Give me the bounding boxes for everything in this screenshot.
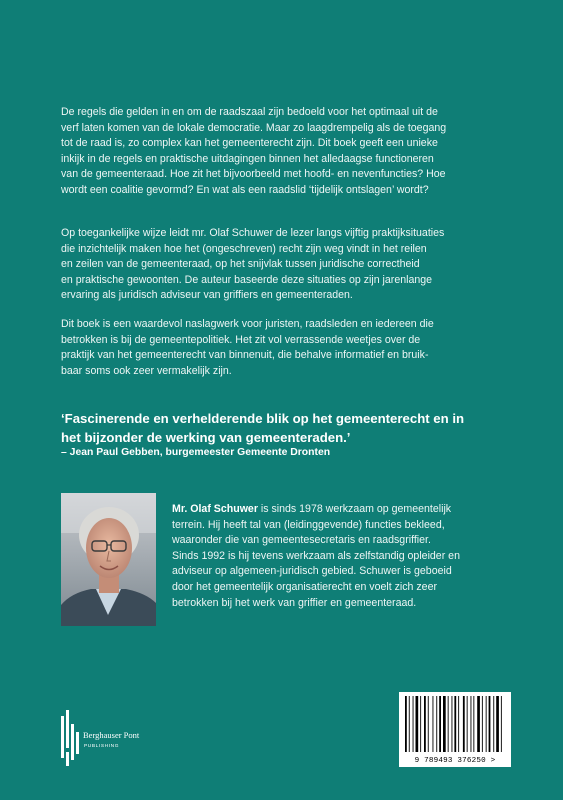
text-line: Dit boek is een waardevol naslagwerk voor juristen, raadsleden en iedereen die xyxy=(61,318,434,330)
blurb-paragraph-2 xyxy=(61,226,513,304)
text-line: betrokken is bij de gemeentepolitiek. Het zit vol verrassende weetjes over de xyxy=(61,333,421,346)
quote-line: het bijzonder de werking van gemeenteraden.’ xyxy=(61,430,351,445)
text-line: die inzichtelijk maken hoe het (ongeschreven) recht zijn weg vindt in het reilen xyxy=(61,242,427,255)
text-line: baar soms ook zeer vermakelijk zijn. xyxy=(61,364,232,377)
blurb-paragraph-1 xyxy=(61,105,513,199)
author-bio xyxy=(172,502,517,611)
text-line: van de gemeenteraad. Hoe zit het bijvoorbeeld met hoofd- en nevenfuncties? Hoe xyxy=(61,168,446,181)
text-line: terrein. Hij heeft tal van (leidinggevende) functies bekleed, xyxy=(172,518,445,531)
text-line: tot de raad is, zo complex kan het gemeenterecht zijn. Dit boek geeft een unieke xyxy=(61,137,438,150)
text-line: waaronder die van gemeentesecretaris en raadsgriffier. xyxy=(172,534,431,547)
text-line: De regels die gelden in en om de raadszaal zijn bedoeld voor het optimaal uit de xyxy=(61,106,438,118)
author-photo xyxy=(61,493,156,626)
text-line: en praktische gewoonten. De auteur baseerde deze situaties op zijn jarenlange xyxy=(61,273,433,286)
text-line: adviseur op algemeen-juridisch gebied. Schuwer is geboeid xyxy=(172,565,452,578)
review-quote xyxy=(61,409,521,447)
text-line: Op toegankelijke wijze leidt mr. Olaf Schuwer de lezer langs vijftig praktijksituaties xyxy=(61,227,445,239)
isbn-barcode xyxy=(399,692,511,767)
isbn-digits: 9 789493 376250 > xyxy=(414,757,496,765)
text-line: inkijk in de regels en praktische uitdagingen binnen het alledaagse functioneren xyxy=(61,152,434,165)
publisher-logo-icon xyxy=(60,710,82,771)
publisher-subtitle: PUBLISHING xyxy=(84,744,120,749)
text-line: ervaring als juridisch adviseur van griffiers en gemeenteraden. xyxy=(61,289,353,302)
author-name: Mr. Olaf Schuwer xyxy=(172,503,258,515)
publisher-name: Berghauser Pont xyxy=(83,730,140,740)
blurb-paragraph-3 xyxy=(61,317,513,379)
text-line: praktijk van het gemeenterecht van binnenuit, die behalve informatief en bruik- xyxy=(61,349,429,362)
quote-line: ‘Fascinerende en verhelderende blik op het gemeenterecht en in xyxy=(61,411,465,426)
text-fragment: is sinds 1978 werkzaam op gemeentelijk xyxy=(257,503,452,515)
text-line: en zeilen van de gemeenteraad, op het snijvlak tussen juridische correctheid xyxy=(61,258,420,271)
barcode-bars xyxy=(399,692,511,754)
quote-attribution: – Jean Paul Gebben, burgemeester Gemeente Dronten xyxy=(61,447,331,458)
text-line xyxy=(172,502,517,518)
text-line: betrokken bij het werk van griffier en gemeenteraad. xyxy=(172,596,417,609)
text-line: Sinds 1992 is hij tevens werkzaam als zelfstandig opleider en xyxy=(172,549,460,562)
text-line: wordt een coalitie gevormd? En wat als een raadslid ‘tijdelijk ontslagen’ wordt? xyxy=(61,183,429,196)
text-line: verf laten komen van de lokale democratie. Maar zo laagdrempelig als de toegang xyxy=(61,121,447,134)
text-line: door het gemeentelijk organisatierecht en voelt zich zeer xyxy=(172,580,437,593)
